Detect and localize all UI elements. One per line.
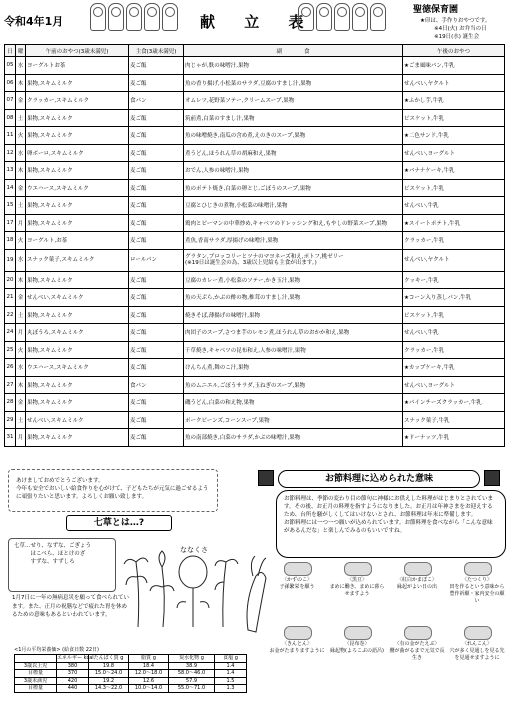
child-illustration bbox=[90, 3, 106, 31]
nutrition-cell: 1.5 bbox=[215, 677, 247, 685]
child-illustration bbox=[298, 3, 314, 31]
side-dish-cell: 豆腐とひじきの煮物,小松菜の味噌汁,果物 bbox=[184, 197, 403, 215]
staple-cell: 麦ご飯 bbox=[129, 127, 184, 145]
morning-snack-cell: 果物,スキムミルク bbox=[26, 341, 129, 359]
weekday-cell: 土 bbox=[16, 109, 26, 127]
nutrition-cell: 3歳未満児 bbox=[15, 677, 57, 685]
staple-cell: 麦ご飯 bbox=[129, 359, 184, 377]
nutrition-header-cell: 脂質 g bbox=[129, 655, 169, 663]
weekday-cell: 木 bbox=[16, 162, 26, 180]
day-cell: 18 bbox=[5, 232, 16, 250]
osechi-food-illustration bbox=[344, 562, 372, 576]
nutrition-row bbox=[15, 685, 247, 693]
staple-cell: 麦ご飯 bbox=[129, 162, 184, 180]
nutrition-header-cell bbox=[15, 655, 57, 663]
side-dish-cell: 煮うどん,ほうれん草の胡麻和え,果物 bbox=[184, 144, 403, 162]
osechi-food-name: 〈昆布巻〉 bbox=[344, 641, 370, 647]
nanakusa-herbs-illustration bbox=[118, 532, 270, 636]
morning-snack-cell: クラッカー,スキムミルク bbox=[26, 92, 129, 110]
col-staple: 主食(3歳未満児) bbox=[129, 45, 184, 57]
osechi-food-meaning: 子孫繁栄を願う bbox=[279, 584, 315, 590]
weekday-cell: 土 bbox=[16, 411, 26, 429]
osechi-food-item bbox=[448, 577, 506, 605]
note-line: ※4日(火) お弁当の日 bbox=[434, 26, 487, 32]
school-name: 聖徳保育園 bbox=[413, 5, 459, 15]
osechi-food-illustration bbox=[464, 562, 492, 576]
col-morning-snack: 午前のおやつ(3歳未満児) bbox=[26, 45, 129, 57]
nutrition-header-row bbox=[15, 655, 247, 663]
menu-header-row bbox=[5, 45, 505, 57]
morning-snack-cell: スナック菓子,スキムミルク bbox=[26, 249, 129, 271]
staple-cell: 食パン bbox=[129, 92, 184, 110]
staple-cell: 麦ご飯 bbox=[129, 214, 184, 232]
osechi-food-meaning: 縁起物(よろこぶの語呂) bbox=[330, 648, 384, 654]
menu-row bbox=[5, 232, 505, 250]
nutrition-cell: 19.2 bbox=[89, 677, 129, 685]
menu-row bbox=[5, 359, 505, 377]
day-cell: 13 bbox=[5, 162, 16, 180]
afternoon-snack-cell: スナック菓子,牛乳 bbox=[403, 411, 505, 429]
menu-row bbox=[5, 249, 505, 271]
menu-row bbox=[5, 197, 505, 215]
side-dish-cell: グラタン,ブロッコリーとツナのマヨネーズ和え,ポトフ,桃ゼリー (※19日は誕生会の為、3歳以上児給も主食が出ます。) bbox=[184, 249, 403, 271]
side-dish-cell: 魚の天ぷら,かぶの酢の物,椎茸のすまし汁,果物 bbox=[184, 289, 403, 307]
day-cell: 05 bbox=[5, 57, 16, 75]
nutrition-row bbox=[15, 677, 247, 685]
osechi-food-name: 〈有の金がたえぶ〉 bbox=[394, 641, 440, 647]
staple-cell: 麦ご飯 bbox=[129, 394, 184, 412]
child-illustration bbox=[370, 3, 386, 31]
osechi-food-illustration bbox=[284, 562, 312, 576]
child-illustration bbox=[126, 3, 142, 31]
osechi-food-meaning: 穴が多く見通しを見る先を見通せますように bbox=[449, 648, 505, 661]
osechi-food-meaning: 腰が曲がるまで元気で長生き bbox=[389, 648, 445, 661]
afternoon-snack-cell: ビスケット,牛乳 bbox=[403, 179, 505, 197]
nutrition-cell: 目標量 bbox=[15, 670, 57, 678]
day-cell: 17 bbox=[5, 214, 16, 232]
weekday-cell: 土 bbox=[16, 306, 26, 324]
nutrition-row bbox=[15, 670, 247, 678]
menu-row bbox=[5, 411, 505, 429]
nutrition-caption: <1月の平均栄養価> (給食日数 22日) bbox=[14, 647, 100, 653]
afternoon-snack-cell: ビスケット,牛乳 bbox=[403, 109, 505, 127]
osechi-food-item bbox=[268, 641, 326, 655]
weekday-cell: 金 bbox=[16, 394, 26, 412]
afternoon-snack-cell: せんべい,ヨーグルト bbox=[403, 144, 505, 162]
day-cell: 24 bbox=[5, 324, 16, 342]
osechi-food-illustration bbox=[404, 626, 432, 640]
nutrition-cell: 1.4 bbox=[215, 662, 247, 670]
osechi-food-item bbox=[388, 577, 446, 591]
nutrition-cell: 10.0～14.0 bbox=[129, 685, 169, 693]
staple-cell: 麦ご飯 bbox=[129, 74, 184, 92]
nutrition-cell: 目標量 bbox=[15, 685, 57, 693]
menu-table bbox=[4, 44, 505, 447]
osechi-food-meaning: まめに働き、まめに暮らせますよう bbox=[329, 584, 385, 597]
weekday-cell: 金 bbox=[16, 179, 26, 197]
side-dish-cell: 魚のポテト焼き,白菜の卵とじ,ごぼうのスープ,果物 bbox=[184, 179, 403, 197]
day-cell: 22 bbox=[5, 306, 16, 324]
nutrition-cell: 12.6 bbox=[129, 677, 169, 685]
afternoon-snack-cell: せんべい,ヤクルト bbox=[403, 249, 505, 271]
nutrition-header-cell: 食塩 g bbox=[215, 655, 247, 663]
staple-cell: 麦ご飯 bbox=[129, 306, 184, 324]
day-cell: 27 bbox=[5, 376, 16, 394]
morning-snack-cell: 果物,スキムミルク bbox=[26, 127, 129, 145]
menu-row bbox=[5, 394, 505, 412]
menu-row bbox=[5, 429, 505, 447]
staple-cell: 麦ご飯 bbox=[129, 271, 184, 289]
page-title: 献 立 表 bbox=[200, 13, 316, 31]
day-cell: 28 bbox=[5, 394, 16, 412]
child-illustration bbox=[108, 3, 124, 31]
osechi-food-name: 〈れんこん〉 bbox=[461, 641, 492, 647]
nutrition-header-cell: 炭水化物 g bbox=[169, 655, 215, 663]
nutrition-cell: 18.4 bbox=[129, 662, 169, 670]
morning-snack-cell: 果物,スキムミルク bbox=[26, 214, 129, 232]
weekday-cell: 金 bbox=[16, 92, 26, 110]
side-dish-cell: 魚のムニエル,ごぼうサラダ,玉ねぎのスープ,果物 bbox=[184, 376, 403, 394]
morning-snack-cell: 果物,スキムミルク bbox=[26, 109, 129, 127]
child-illustration bbox=[334, 3, 350, 31]
nutrition-cell: 380 bbox=[57, 662, 89, 670]
osechi-food-meaning: 縁起がよい日の出 bbox=[396, 584, 437, 590]
menu-row bbox=[5, 144, 505, 162]
day-cell: 15 bbox=[5, 197, 16, 215]
weekday-cell: 木 bbox=[16, 376, 26, 394]
nutrition-cell: 57.9 bbox=[169, 677, 215, 685]
note-line: ★印は、手作りおやつです。 bbox=[420, 18, 491, 24]
osechi-food-item bbox=[388, 641, 446, 662]
weekday-cell: 水 bbox=[16, 249, 26, 271]
afternoon-snack-cell: せんべい,ヤクルト bbox=[403, 74, 505, 92]
menu-row bbox=[5, 109, 505, 127]
nutrition-cell: 12.0～18.0 bbox=[129, 670, 169, 678]
day-cell: 25 bbox=[5, 341, 16, 359]
osechi-food-meaning: お金がたまりますように bbox=[269, 648, 325, 654]
staple-cell: 麦ご飯 bbox=[129, 197, 184, 215]
menu-row bbox=[5, 179, 505, 197]
side-dish-cell: けんちん煮,舞のこ汁,果物 bbox=[184, 359, 403, 377]
afternoon-snack-cell: ★スイートポテト,牛乳 bbox=[403, 214, 505, 232]
weekday-cell: 火 bbox=[16, 127, 26, 145]
afternoon-snack-cell: ★ドーナッツ,牛乳 bbox=[403, 429, 505, 447]
weekday-cell: 火 bbox=[16, 232, 26, 250]
day-cell: 31 bbox=[5, 429, 16, 447]
afternoon-snack-cell: せんべい,牛乳 bbox=[403, 197, 505, 215]
staple-cell: ロールパン bbox=[129, 249, 184, 271]
side-dish-cell: 煮魚,香南サラダ,厚揚げの味噌汁,果物 bbox=[184, 232, 403, 250]
side-dish-cell: おでん,人参の味噌汁,果物 bbox=[184, 162, 403, 180]
side-dish-cell: 肉じゃが,麩の味噌汁,果物 bbox=[184, 57, 403, 75]
side-dish-cell: ポークビーンズ,コーンスープ,果物 bbox=[184, 411, 403, 429]
menu-row bbox=[5, 127, 505, 145]
note-line: ※19日(水) 誕生会 bbox=[434, 34, 480, 40]
day-cell: 07 bbox=[5, 92, 16, 110]
herbs-label: ななくさ bbox=[180, 546, 208, 554]
afternoon-snack-cell: ★ごま風味パン,牛乳 bbox=[403, 57, 505, 75]
menu-row bbox=[5, 306, 505, 324]
day-cell: 26 bbox=[5, 359, 16, 377]
osechi-text: お節料理は、季節の変わり目の節句に神様にお供えした料理がはじまりとされています。その後、お正月の料理を指すようになりました。お正月は年神さまをお迎えするため、台所を騒がしくしてはいけないとされ、お節料理は年末に準備します。 お節料理には一つ一つ願いが込められています。お節料理を食べながら「こんな意味があるんだな」と楽しんでみるのもいいですね。 bbox=[284, 496, 494, 534]
side-dish-cell: 千草焼き,キャベツの昆布和え,人参の味噌汁,果物 bbox=[184, 341, 403, 359]
child-illustration bbox=[316, 3, 332, 31]
nanakusa-description: 1月7日に一年の無病息災を願って食べられています。また、正月の祝膳などで疲れた胃を休めるための意味もあるといわれています。 bbox=[12, 595, 130, 618]
nutrition-body bbox=[15, 655, 247, 693]
osechi-food-item bbox=[268, 577, 326, 591]
side-dish-cell: 焼きそば,薄揚げの味噌汁,果物 bbox=[184, 306, 403, 324]
side-dish-cell: 筑前煮,白菜のすまし汁,果物 bbox=[184, 109, 403, 127]
side-dish-cell: オムレツ,花野菜ソテー,クリームスープ,果物 bbox=[184, 92, 403, 110]
staple-cell: 麦ご飯 bbox=[129, 109, 184, 127]
nanakusa-title: 七草とは…? bbox=[66, 515, 172, 531]
nutrition-cell: 420 bbox=[57, 677, 89, 685]
osechi-food-name: 〈紅白かまぼこ〉 bbox=[396, 577, 437, 583]
osechi-food-name: 〈きんとん〉 bbox=[281, 641, 312, 647]
morning-snack-cell: ヨーグルト,お茶 bbox=[26, 232, 129, 250]
staple-cell: 麦ご飯 bbox=[129, 179, 184, 197]
morning-snack-cell: 果物,スキムミルク bbox=[26, 271, 129, 289]
staple-cell: 麦ご飯 bbox=[129, 232, 184, 250]
weekday-cell: 月 bbox=[16, 214, 26, 232]
side-dish-cell: 魚の南部焼き,白菜のサラダ,かぶの味噌汁,果物 bbox=[184, 429, 403, 447]
morning-snack-cell: 果物,スキムミルク bbox=[26, 74, 129, 92]
morning-snack-cell: せんべい,スキムミルク bbox=[26, 289, 129, 307]
weekday-cell: 木 bbox=[16, 74, 26, 92]
weekday-cell: 水 bbox=[16, 144, 26, 162]
osechi-food-item bbox=[328, 577, 386, 598]
staple-cell: 麦ご飯 bbox=[129, 289, 184, 307]
day-cell: 14 bbox=[5, 179, 16, 197]
side-dish-cell: 磯うどん,白菜の和え物,果物 bbox=[184, 394, 403, 412]
weekday-cell: 月 bbox=[16, 429, 26, 447]
afternoon-snack-cell: ★バナナケーキ,牛乳 bbox=[403, 162, 505, 180]
afternoon-snack-cell: クラッカー,牛乳 bbox=[403, 341, 505, 359]
jubako-icon bbox=[484, 470, 500, 486]
side-dish-cell: 鶏肉とピーマンの中華炒め,キャベツのドレッシング和え,もやしの野菜スープ,果物 bbox=[184, 214, 403, 232]
afternoon-snack-cell: ★パインチーズクラッカー,牛乳 bbox=[403, 394, 505, 412]
afternoon-snack-cell: せんべい,ヨーグルト bbox=[403, 376, 505, 394]
nutrition-cell: 1.3 bbox=[215, 685, 247, 693]
nanakusa-poem: 七草…せり、なずな、ごぎょう はこべら、ほとけのざ すずな、すずしろ bbox=[14, 543, 92, 565]
menu-row bbox=[5, 376, 505, 394]
morning-snack-cell: 果物,スキムミルク bbox=[26, 376, 129, 394]
header-notes bbox=[420, 17, 491, 41]
menu-row bbox=[5, 271, 505, 289]
staple-cell: 麦ご飯 bbox=[129, 429, 184, 447]
morning-snack-cell: 果物,スキムミルク bbox=[26, 429, 129, 447]
osechi-food-item bbox=[328, 641, 386, 655]
afternoon-snack-cell: ★ふかし芋,牛乳 bbox=[403, 92, 505, 110]
morning-snack-cell: ヨーグルトお茶 bbox=[26, 57, 129, 75]
day-cell: 19 bbox=[5, 249, 16, 271]
afternoon-snack-cell: ★コーン入り蒸しパン,牛乳 bbox=[403, 289, 505, 307]
menu-row bbox=[5, 92, 505, 110]
morning-snack-cell: せんべい,スキムミルク bbox=[26, 411, 129, 429]
afternoon-snack-cell: クッキー,牛乳 bbox=[403, 271, 505, 289]
side-dish-cell: 豆腐のカレー煮,小松菜のソテー,かき玉汁,果物 bbox=[184, 271, 403, 289]
nutrition-cell: 370 bbox=[57, 670, 89, 678]
morning-snack-cell: 果物,スキムミルク bbox=[26, 162, 129, 180]
osechi-food-meaning: 田を作るという意味から豊作祈願・家内安全の願い bbox=[449, 584, 505, 604]
jubako-icon bbox=[258, 470, 274, 486]
osechi-food-illustration bbox=[284, 626, 312, 640]
day-cell: 08 bbox=[5, 109, 16, 127]
menu-row bbox=[5, 162, 505, 180]
nutrition-cell: 19.8 bbox=[89, 662, 129, 670]
col-weekday: 曜 bbox=[16, 45, 26, 57]
nutrition-cell: 14.3～22.0 bbox=[89, 685, 129, 693]
osechi-food-illustration bbox=[344, 626, 372, 640]
side-dish-cell: 魚の味噌焼き,南瓜の含め煮,えのきのスープ,果物 bbox=[184, 127, 403, 145]
osechi-food-item bbox=[448, 641, 506, 662]
staple-cell: 麦ご飯 bbox=[129, 144, 184, 162]
nutrition-header-cell: たんぱく質 g bbox=[89, 655, 129, 663]
col-afternoon-snack: 午後のおやつ bbox=[403, 45, 505, 57]
day-cell: 21 bbox=[5, 289, 16, 307]
weekday-cell: 月 bbox=[16, 324, 26, 342]
osechi-food-illustration bbox=[404, 562, 432, 576]
weekday-cell: 水 bbox=[16, 359, 26, 377]
staple-cell: 麦ご飯 bbox=[129, 341, 184, 359]
osechi-food-name: 〈かずのこ〉 bbox=[281, 577, 312, 583]
menu-row bbox=[5, 324, 505, 342]
nutrition-cell: 58.0～46.0 bbox=[169, 670, 215, 678]
menu-row bbox=[5, 289, 505, 307]
morning-snack-cell: 果物,スキムミルク bbox=[26, 197, 129, 215]
morning-snack-cell: 果物,スキムミルク bbox=[26, 306, 129, 324]
nutrition-table bbox=[14, 646, 247, 693]
morning-snack-cell: 卵ボーロ,スキムミルク bbox=[26, 144, 129, 162]
menu-body bbox=[5, 57, 505, 447]
staple-cell: 麦ご飯 bbox=[129, 324, 184, 342]
menu-row bbox=[5, 214, 505, 232]
nutrition-cell: 55.0～71.0 bbox=[169, 685, 215, 693]
nutrition-cell: 440 bbox=[57, 685, 89, 693]
afternoon-snack-cell: クラッカー,牛乳 bbox=[403, 232, 505, 250]
menu-month: 令和4年1月 bbox=[4, 15, 64, 28]
nutrition-cell: 1.4 bbox=[215, 670, 247, 678]
morning-snack-cell: ウエハース,スキムミルク bbox=[26, 359, 129, 377]
weekday-cell: 土 bbox=[16, 197, 26, 215]
day-cell: 20 bbox=[5, 271, 16, 289]
osechi-title: お節料理に込められた意味 bbox=[278, 470, 480, 488]
staple-cell: 麦ご飯 bbox=[129, 411, 184, 429]
osechi-food-name: 〈たつくり〉 bbox=[461, 577, 492, 583]
osechi-food-name: 〈黒豆〉 bbox=[346, 577, 367, 583]
weekday-cell: 火 bbox=[16, 341, 26, 359]
side-dish-cell: 肉団子のスープ,さつま芋のレモン煮,ほうれん草のおかか和え,果物 bbox=[184, 324, 403, 342]
afternoon-snack-cell: ビスケット,牛乳 bbox=[403, 306, 505, 324]
menu-row bbox=[5, 57, 505, 75]
greeting-text: あけましておめでとうございます。 今年も安全でおいしい給食作りを心がけて、子どもたちが元気に過ごせるように頑張りたいと思います。よろしくお願い致します。 bbox=[16, 478, 209, 500]
morning-snack-cell: 丸ぼうろ,スキムミルク bbox=[26, 324, 129, 342]
staple-cell: 麦ご飯 bbox=[129, 57, 184, 75]
nutrition-row bbox=[15, 662, 247, 670]
child-illustration bbox=[144, 3, 160, 31]
menu-row bbox=[5, 341, 505, 359]
day-cell: 12 bbox=[5, 144, 16, 162]
afternoon-snack-cell: ★カップケーキ,牛乳 bbox=[403, 359, 505, 377]
day-cell: 29 bbox=[5, 411, 16, 429]
weekday-cell: 水 bbox=[16, 57, 26, 75]
col-side-dish: 副 食 bbox=[184, 45, 403, 57]
col-day: 日 bbox=[5, 45, 16, 57]
morning-snack-cell: 果物,スキムミルク bbox=[26, 394, 129, 412]
morning-snack-cell: ウエハース,スキムミルク bbox=[26, 179, 129, 197]
weekday-cell: 木 bbox=[16, 271, 26, 289]
side-dish-cell: 魚の香り揚げ,小松菜のサラダ,豆腐のすまし汁,果物 bbox=[184, 74, 403, 92]
child-illustration bbox=[352, 3, 368, 31]
nutrition-cell: 15.0～24.0 bbox=[89, 670, 129, 678]
osechi-food-illustration bbox=[464, 626, 492, 640]
weekday-cell: 金 bbox=[16, 289, 26, 307]
day-cell: 11 bbox=[5, 127, 16, 145]
afternoon-snack-cell: せんべい,牛乳 bbox=[403, 324, 505, 342]
nutrition-header-cell: エネルギー kcal bbox=[57, 655, 94, 662]
menu-row bbox=[5, 74, 505, 92]
staple-cell: 食パン bbox=[129, 376, 184, 394]
child-illustration bbox=[162, 3, 178, 31]
day-cell: 06 bbox=[5, 74, 16, 92]
nutrition-cell: 3歳以上児 bbox=[15, 662, 57, 670]
nutrition-cell: 38.9 bbox=[169, 662, 215, 670]
afternoon-snack-cell: ★二色サンド,牛乳 bbox=[403, 127, 505, 145]
